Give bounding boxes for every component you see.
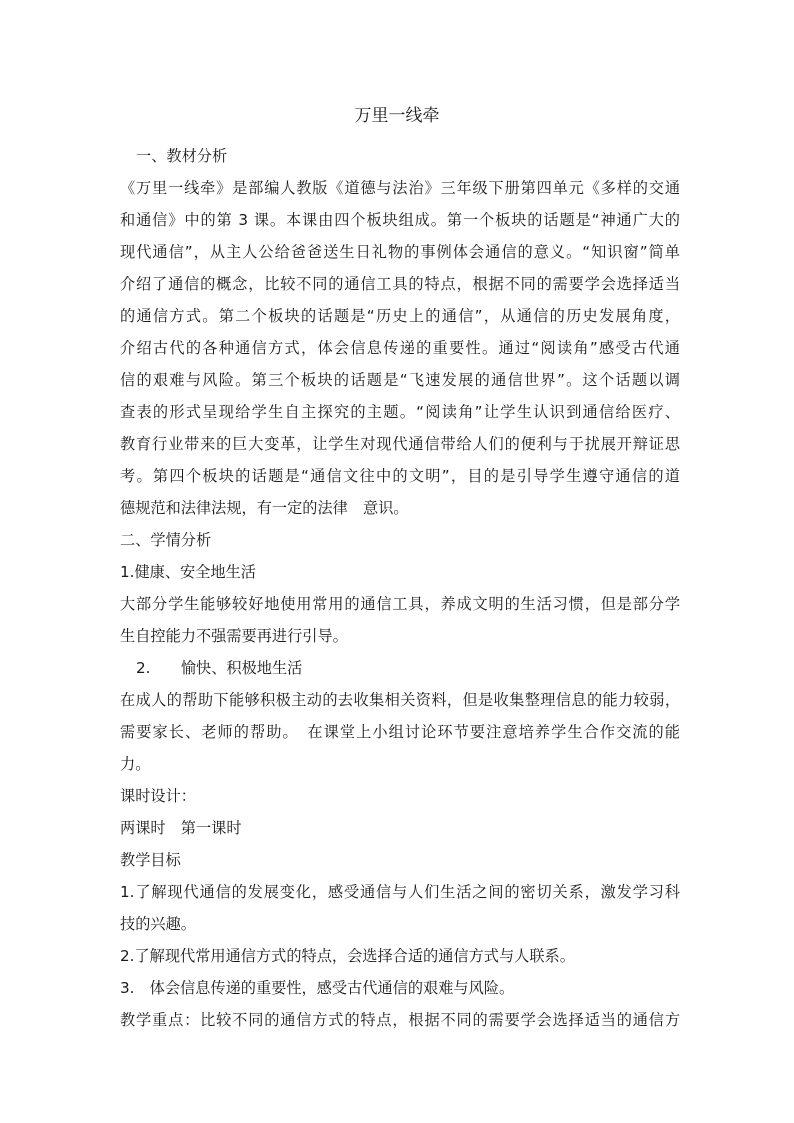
paragraph-line: 生自控能力不强需要再进行引导。 xyxy=(120,627,348,645)
objective-line: 技的兴趣。 xyxy=(120,915,196,933)
objective-line: 2.了解现代常用通信方式的特点，会选择合适的通信方式与人联系。 xyxy=(120,947,575,965)
key-point-line: 教学重点：比较不同的通信方式的特点，根据不同的需要学会选择适当的通信方 xyxy=(120,1011,680,1029)
objective-line: 3. 体会信息传递的重要性，感受古代通信的艰难与风险。 xyxy=(120,979,515,997)
paragraph-line: 的通信方式。第二个板块的话题是“历史上的通信”，从通信的历史发展角度， xyxy=(120,307,680,325)
paragraph-line: 介绍了通信的概念，比较不同的通信工具的特点，根据不同的需要学会选择适当 xyxy=(120,275,680,293)
paragraph-line: 介绍古代的各种通信方式，体会信息传递的重要性。通过“阅读角”感受古代通 xyxy=(120,339,680,357)
paragraph-line: 教育行业带来的巨大变革，让学生对现代通信带给人们的便利与于扰展开辩证思 xyxy=(120,435,680,453)
item-heading: 1.健康、安全地生活 xyxy=(120,563,256,581)
document-title: 万里一线牵 xyxy=(354,106,440,126)
paragraph-line: 信的艰难与风险。第三个板块的话题是“飞速发展的通信世界”。这个话题以调 xyxy=(120,371,680,389)
paragraph-line: 《万里一线牵》是部编人教版《道德与法治》三年级下册第四单元《多样的交通 xyxy=(120,179,680,197)
paragraph-line: 大部分学生能够较好地使用常用的通信工具，养成文明的生活习惯，但是部分学 xyxy=(120,595,680,613)
paragraph-line: 和通信》中的第 3 课。本课由四个板块组成。第一个板块的话题是“神通广大的 xyxy=(120,211,680,229)
paragraph-line: 考。第四个板块的话题是“通信文往中的文明”，目的是引导学生遵守通信的道 xyxy=(120,467,680,485)
objective-line: 1.了解现代通信的发展变化，感受通信与人们生活之间的密切关系，激发学习科 xyxy=(120,883,680,901)
section-heading-learner-analysis: 二、学情分析 xyxy=(120,531,212,549)
item-heading: 2. 愉快、积极地生活 xyxy=(136,659,303,677)
paragraph-line: 查表的形式呈现给学生自主探究的主题。“阅读角”让学生认识到通信给医疗、 xyxy=(120,403,680,421)
paragraph-line: 力。 xyxy=(120,755,151,773)
section-heading-textbook-analysis: 一、教材分析 xyxy=(136,147,228,165)
paragraph-line: 德规范和法律法规，有一定的法律 意识。 xyxy=(120,499,409,517)
lesson-design-label: 课时设计： xyxy=(120,787,196,805)
objectives-heading: 教学目标 xyxy=(120,851,181,869)
paragraph-line: 需要家长、老师的帮助。 在课堂上小组讨论环节要注意培养学生合作交流的能 xyxy=(120,723,680,741)
lesson-count: 两课时 第一课时 xyxy=(120,819,242,837)
paragraph-line: 现代通信”，从主人公给爸爸送生日礼物的事例体会通信的意义。“知识窗”简单 xyxy=(120,243,680,261)
paragraph-line: 在成人的帮助下能够积极主动的去收集相关资料，但是收集整理信息的能力较弱， xyxy=(120,691,680,709)
